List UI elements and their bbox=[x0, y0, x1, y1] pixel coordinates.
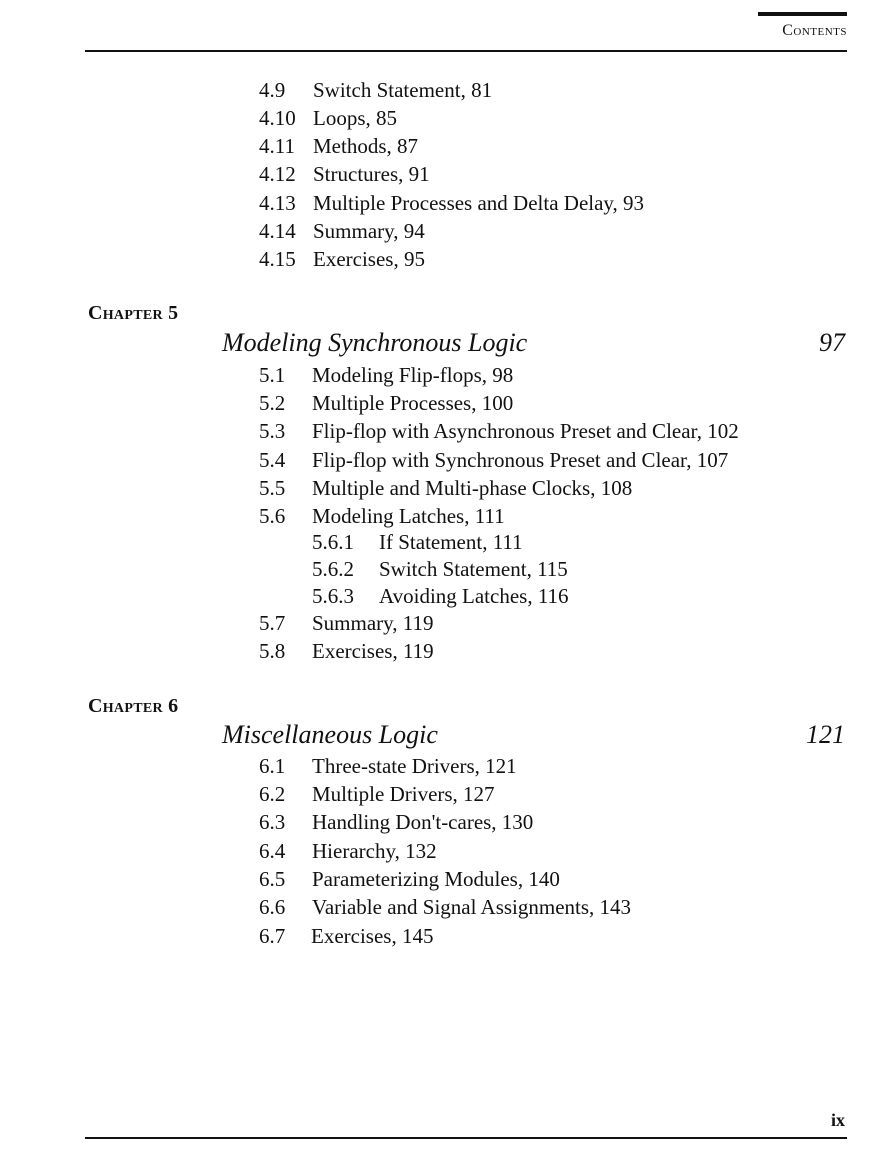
subsection-title: Switch Statement, 115 bbox=[379, 557, 568, 581]
section-title: Flip-flop with Synchronous Preset and Clear, 107 bbox=[312, 448, 729, 472]
chapter-page-number: 121 bbox=[806, 720, 845, 749]
section-title: Switch Statement, 81 bbox=[313, 78, 493, 102]
section-title: Summary, 94 bbox=[313, 219, 425, 243]
section-title: Variable and Signal Assignments, 143 bbox=[312, 895, 632, 919]
section-number: 4.9 bbox=[259, 78, 286, 102]
section-number: 4.10 bbox=[259, 106, 296, 130]
section-number: 6.6 bbox=[259, 895, 286, 919]
section-title: Exercises, 95 bbox=[313, 247, 425, 271]
running-header: Contents bbox=[782, 22, 847, 39]
section-title: Exercises, 119 bbox=[312, 639, 434, 663]
section-number: 6.2 bbox=[259, 782, 286, 806]
chapter-label: Chapter 5 bbox=[88, 302, 179, 324]
footer-rule bbox=[85, 1137, 847, 1139]
section-title: Summary, 119 bbox=[312, 611, 434, 635]
section-number: 6.1 bbox=[259, 754, 286, 778]
section-title: Multiple Processes, 100 bbox=[312, 391, 514, 415]
subsection-number: 5.6.2 bbox=[312, 557, 354, 581]
section-number: 6.5 bbox=[259, 867, 286, 891]
chapter-title[interactable]: Miscellaneous Logic bbox=[222, 720, 438, 749]
section-number: 5.3 bbox=[259, 419, 286, 443]
section-title: Multiple Drivers, 127 bbox=[312, 782, 495, 806]
section-number: 4.12 bbox=[259, 162, 296, 186]
section-title: Structures, 91 bbox=[313, 162, 430, 186]
subsection-title: Avoiding Latches, 116 bbox=[379, 584, 569, 608]
section-number: 4.11 bbox=[259, 134, 295, 158]
page-folio: ix bbox=[830, 1110, 845, 1130]
section-number: 4.14 bbox=[259, 219, 296, 243]
section-title: Modeling Flip-flops, 98 bbox=[312, 363, 514, 387]
section-number: 6.4 bbox=[259, 839, 286, 863]
chapter-title[interactable]: Modeling Synchronous Logic bbox=[222, 328, 528, 357]
section-title: Methods, 87 bbox=[313, 134, 418, 158]
section-number: 5.1 bbox=[259, 363, 286, 387]
section-title: Loops, 85 bbox=[313, 106, 397, 130]
section-title: Exercises, 145 bbox=[311, 924, 434, 948]
section-title: Three-state Drivers, 121 bbox=[312, 754, 517, 778]
section-title: Modeling Latches, 111 bbox=[312, 504, 505, 528]
section-title: Multiple and Multi-phase Clocks, 108 bbox=[312, 476, 633, 500]
subsection-number: 5.6.1 bbox=[312, 530, 354, 554]
chapter-page-number: 97 bbox=[819, 328, 845, 357]
section-number: 5.6 bbox=[259, 504, 286, 528]
section-number: 5.5 bbox=[259, 476, 286, 500]
subsection-title: If Statement, 111 bbox=[379, 530, 523, 554]
section-number: 5.4 bbox=[259, 448, 286, 472]
section-number: 5.7 bbox=[259, 611, 286, 635]
section-number: 4.13 bbox=[259, 191, 296, 215]
section-number: 4.15 bbox=[259, 247, 296, 271]
section-number: 5.8 bbox=[259, 639, 286, 663]
section-title: Hierarchy, 132 bbox=[312, 839, 437, 863]
chapter-label: Chapter 6 bbox=[88, 695, 179, 717]
section-title: Multiple Processes and Delta Delay, 93 bbox=[313, 191, 645, 215]
section-title: Parameterizing Modules, 140 bbox=[312, 867, 560, 891]
section-title: Flip-flop with Asynchronous Preset and Clear, 102 bbox=[312, 419, 739, 443]
section-number: 5.2 bbox=[259, 391, 286, 415]
section-title: Handling Don't-cares, 130 bbox=[312, 810, 534, 834]
section-number: 6.3 bbox=[259, 810, 286, 834]
subsection-number: 5.6.3 bbox=[312, 584, 354, 608]
section-number: 6.7 bbox=[259, 924, 286, 948]
